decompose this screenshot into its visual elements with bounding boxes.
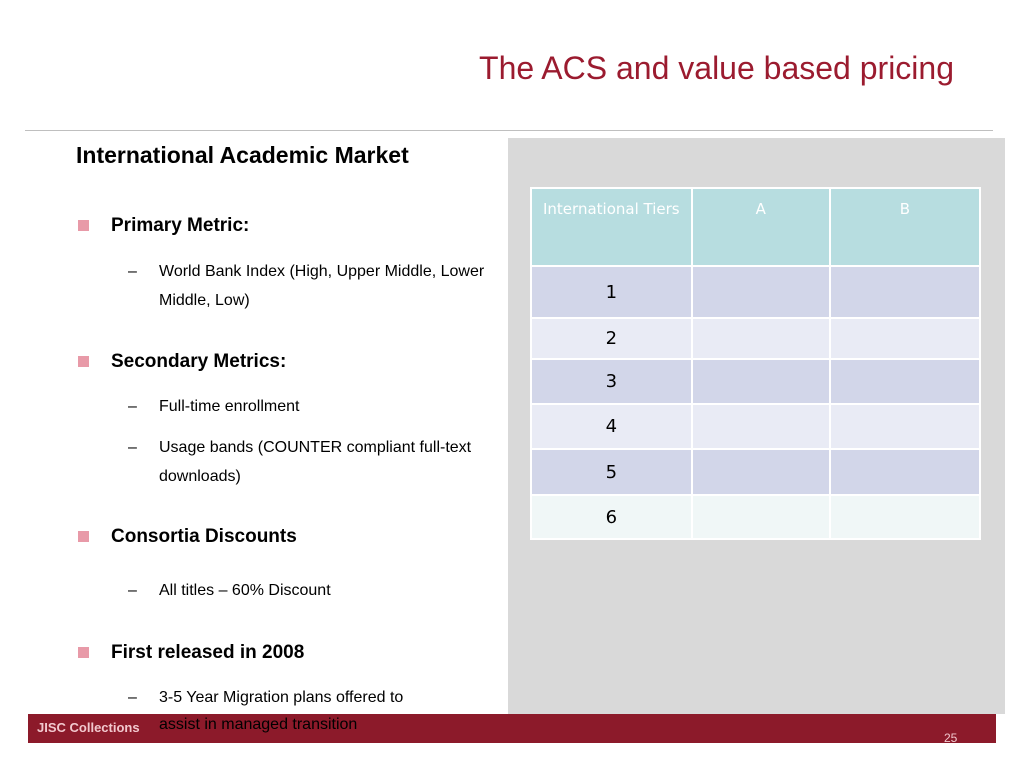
dash-icon: – xyxy=(128,263,137,280)
table-cell xyxy=(692,266,830,318)
bullet-primary-metric xyxy=(78,214,249,238)
bullet-label: First released in 2008 xyxy=(111,642,305,663)
table-cell xyxy=(830,266,980,318)
tier-cell: 6 xyxy=(531,495,692,539)
content-column xyxy=(0,0,500,768)
table-row xyxy=(531,495,980,539)
table-cell xyxy=(692,318,830,359)
sub-item-text: Usage bands (COUNTER compliant full-text downloads) xyxy=(159,439,472,485)
table-row xyxy=(531,359,980,404)
tier-cell: 4 xyxy=(531,404,692,449)
sub-item-text: All titles – 60% Discount xyxy=(159,582,331,599)
sub-item-all-titles xyxy=(128,576,489,605)
sub-item-usage-bands xyxy=(128,433,489,491)
page-number: 25 xyxy=(944,731,958,745)
tiers-table xyxy=(530,187,981,540)
bullet-square-icon xyxy=(78,647,89,658)
table-cell xyxy=(830,359,980,404)
table-cell xyxy=(830,318,980,359)
table-header-row xyxy=(531,188,980,266)
table-cell xyxy=(830,449,980,495)
table-cell xyxy=(830,404,980,449)
bullet-label: Primary Metric: xyxy=(111,215,250,236)
table-row xyxy=(531,404,980,449)
table-cell xyxy=(692,404,830,449)
bullet-label: Consortia Discounts xyxy=(111,526,297,547)
tier-cell: 5 xyxy=(531,449,692,495)
overflow-text: assist in managed transition xyxy=(159,716,358,733)
sub-item-migration xyxy=(128,683,489,712)
bullet-consortia-discounts xyxy=(78,525,297,549)
dash-icon: – xyxy=(128,439,137,456)
sub-item-text: 3-5 Year Migration plans offered to xyxy=(159,689,404,706)
tier-cell: 2 xyxy=(531,318,692,359)
dash-icon: – xyxy=(128,582,137,599)
tier-cell: 3 xyxy=(531,359,692,404)
table-row xyxy=(531,266,980,318)
bullet-secondary-metrics xyxy=(78,350,286,374)
table-cell xyxy=(830,495,980,539)
column-header: A xyxy=(692,188,830,266)
sub-item-enrollment xyxy=(128,392,489,421)
table-cell xyxy=(692,495,830,539)
dash-icon: – xyxy=(128,689,137,706)
table-row xyxy=(531,318,980,359)
column-header: B xyxy=(830,188,980,266)
bullet-label: Secondary Metrics: xyxy=(111,351,287,372)
sub-item-text: World Bank Index (High, Upper Middle, Lower Middle, Low) xyxy=(159,263,485,309)
table-row xyxy=(531,449,980,495)
bullet-square-icon xyxy=(78,531,89,542)
sub-item-world-bank xyxy=(128,257,489,315)
sub-item-text: Full-time enrollment xyxy=(159,398,300,415)
bullet-square-icon xyxy=(78,356,89,367)
tier-cell: 1 xyxy=(531,266,692,318)
table-cell xyxy=(692,449,830,495)
footer-brand: JISC Collections xyxy=(37,720,140,735)
bullet-first-released xyxy=(78,641,304,665)
table-cell xyxy=(692,359,830,404)
column-header: International Tiers xyxy=(531,188,692,266)
bullet-square-icon xyxy=(78,220,89,231)
dash-icon: – xyxy=(128,398,137,415)
slide-title: The ACS and value based pricing xyxy=(479,50,954,86)
section-heading: International Academic Market xyxy=(76,142,409,168)
